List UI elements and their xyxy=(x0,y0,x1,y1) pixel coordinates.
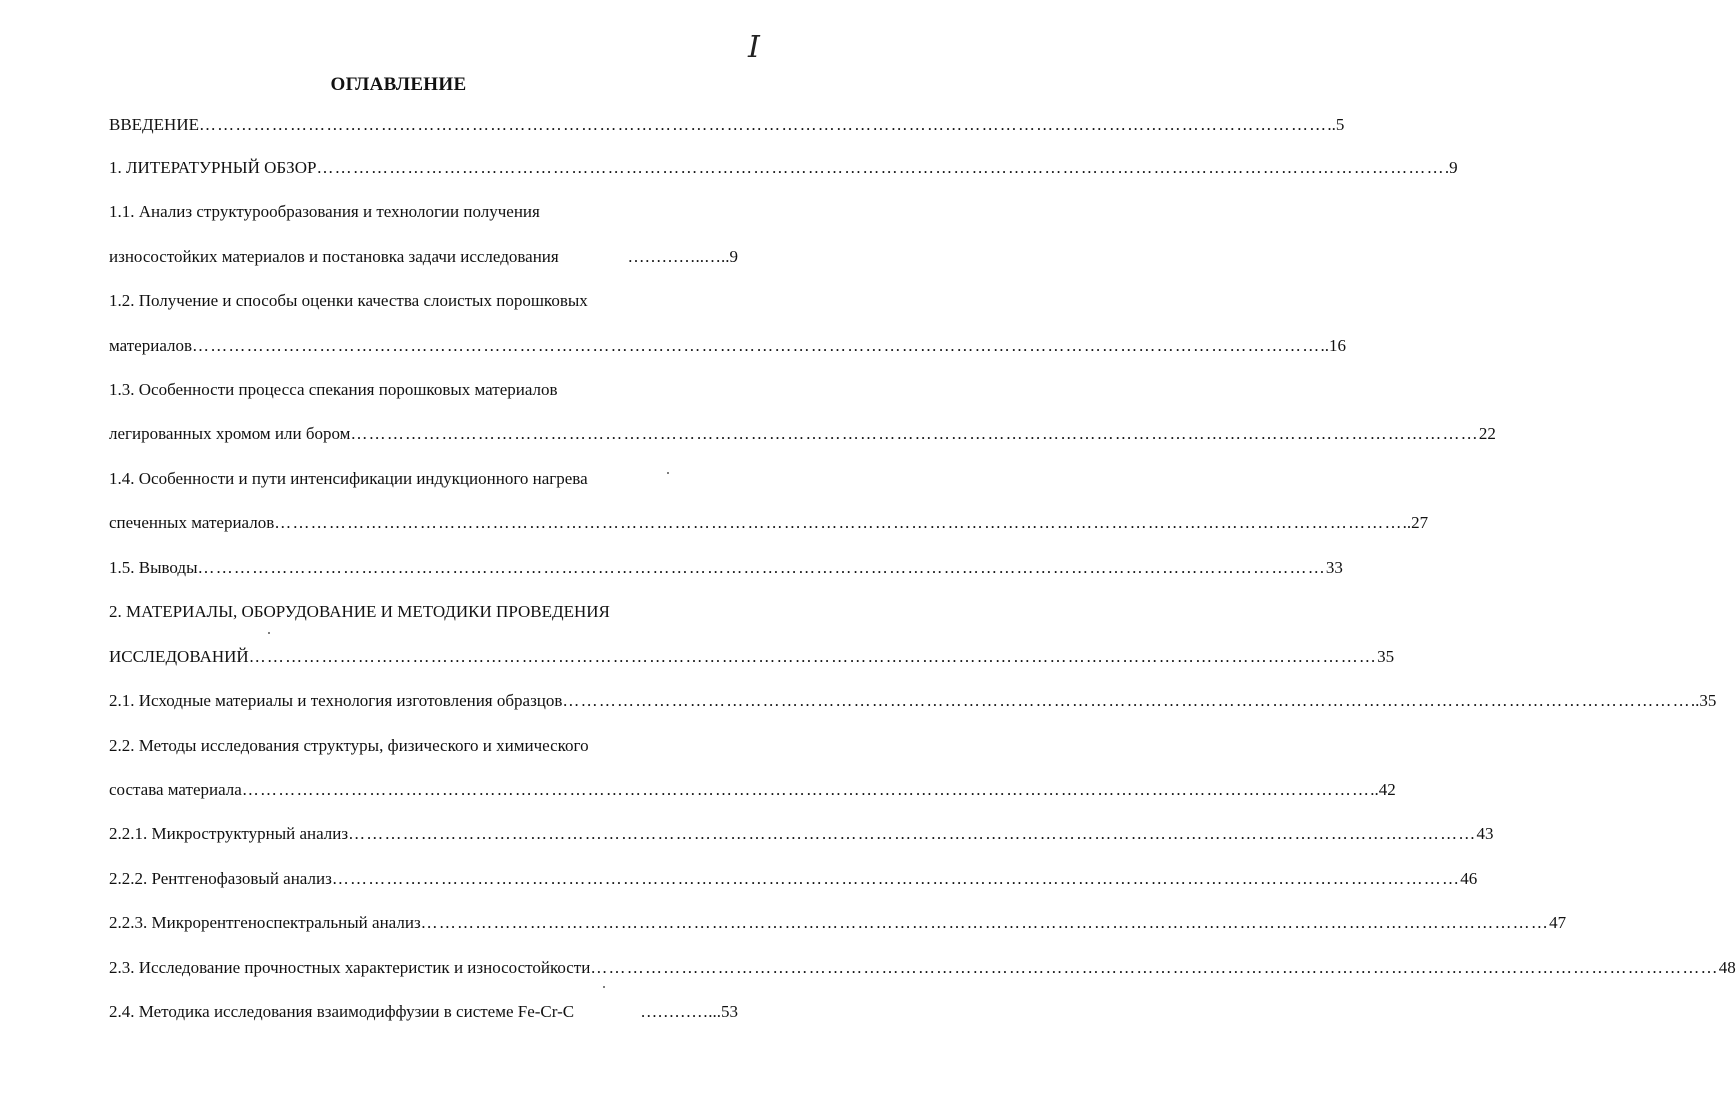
toc-leader-dots: …………………………………………………………………………………………………………………………………………………………………… xyxy=(590,958,1719,977)
toc-leader-dots: …………………………………………………………………………………………………………………………………………………………………… xyxy=(248,647,1378,666)
toc-leader-dots: …………………………………………………………………………………………………………………………………………………………………… xyxy=(192,336,1321,355)
toc-entry-text: 2.2.3. Микрорентгеноспектральный анализ xyxy=(109,910,421,936)
toc-entry-1-2-line2 xyxy=(109,333,1346,359)
toc-entry-2-2-line1 xyxy=(109,733,738,759)
toc-page-number: 43 xyxy=(1477,821,1494,847)
toc-page-number: .9 xyxy=(1445,155,1458,181)
toc-entry-text: легированных хромом или бором xyxy=(109,421,350,447)
toc-leader-dots: …………………………………………………………………………………………………………………………………………………………………… xyxy=(198,115,1328,134)
toc-page-number: ..42 xyxy=(1370,777,1396,803)
toc-leader-dots xyxy=(559,244,628,270)
toc-entry-text: 2.1. Исходные материалы и технология изготовления образцов xyxy=(109,688,562,714)
toc-page-number: …………..…..9 xyxy=(628,244,739,270)
toc-entry-2-2-2 xyxy=(109,866,1478,892)
toc-entry-text: 1.3. Особенности процесса спекания порошковых материалов xyxy=(109,380,558,399)
toc-entry-1-1-line2 xyxy=(109,244,738,270)
toc-entry-text: 1. ЛИТЕРАТУРНЫЙ ОБЗОР xyxy=(109,155,316,181)
toc-entry-text: состава материала xyxy=(109,777,242,803)
toc-page-number: ..16 xyxy=(1320,333,1346,359)
toc-leader-dots: …………………………………………………………………………………………………………………………………………………………………… xyxy=(350,424,1479,443)
toc-leader-dots: …………………………………………………………………………………………………………………………………………………………………… xyxy=(197,558,1326,577)
toc-entry-text: материалов xyxy=(109,333,192,359)
toc-entry-text: ВВЕДЕНИЕ xyxy=(109,112,199,138)
toc-leader-dots: …………………………………………………………………………………………………………………………………………………………………… xyxy=(348,824,1477,843)
toc-page-number: 46 xyxy=(1460,866,1477,892)
toc-leader-dots: …………………………………………………………………………………………………………………………………………………………………… xyxy=(331,869,1461,888)
toc-entry-text: спеченных материалов xyxy=(109,510,274,536)
toc-page-number: ..35 xyxy=(1691,688,1717,714)
toc-entry-2-2-3 xyxy=(109,910,1567,936)
toc-leader-dots xyxy=(574,999,640,1025)
page-title: ОГЛАВЛЕНИЕ xyxy=(330,74,467,95)
toc-entry-2-line1 xyxy=(109,599,738,625)
toc-leader-dots: …………………………………………………………………………………………………………………………………………………………………… xyxy=(241,780,1371,799)
toc-entry-1-4-line2 xyxy=(109,510,1429,536)
toc-entry-text: 2.2.2. Рентгенофазовый анализ xyxy=(109,866,332,892)
scan-speck xyxy=(268,632,270,634)
toc-entry-2-line2 xyxy=(109,644,1395,670)
toc-entry-2-2-line2 xyxy=(109,777,1396,803)
toc-entry-text: 2.2. Методы исследования структуры, физического и химического xyxy=(109,736,589,755)
toc-entry-2-3 xyxy=(109,955,1736,981)
toc-entry-2-1 xyxy=(109,688,1717,714)
toc-page-number: ..27 xyxy=(1403,510,1429,536)
toc-entry-text: 2.3. Исследование прочностных характеристик и износостойкости xyxy=(109,955,590,981)
toc-entry-text: 1.2. Получение и способы оценки качества слоистых порошковых xyxy=(109,291,588,310)
toc-leader-dots: …………………………………………………………………………………………………………………………………………………………………… xyxy=(562,691,1691,710)
toc-entry-introduction xyxy=(109,112,1345,138)
toc-entry-1-1-line1 xyxy=(109,199,738,225)
toc-entry-text: 1.5. Выводы xyxy=(109,555,198,581)
toc-entry-text: 2.2.1. Микроструктурный анализ xyxy=(109,821,348,847)
toc-entry-2-4 xyxy=(109,999,738,1025)
scan-speck xyxy=(667,472,669,474)
toc-entry-1-3-line2 xyxy=(109,421,1496,447)
toc-entry-text: ИССЛЕДОВАНИЙ xyxy=(109,644,249,670)
scan-speck xyxy=(603,986,605,988)
toc-entry-text: 1.4. Особенности и пути интенсификации индукционного нагрева xyxy=(109,469,588,488)
toc-page-number: 48 xyxy=(1719,955,1736,981)
toc-page-number: 22 xyxy=(1479,421,1496,447)
toc-leader-dots: …………………………………………………………………………………………………………………………………………………………………… xyxy=(420,913,1550,932)
toc-leader-dots: …………………………………………………………………………………………………………………………………………………………………… xyxy=(274,513,1403,532)
toc-entry-text: 2.4. Методика исследования взаимодиффузии в системе Fe-Cr-C xyxy=(109,999,574,1025)
toc-entry-text: 1.1. Анализ структурообразования и технологии получения xyxy=(109,202,540,221)
toc-page-number: …………...53 xyxy=(640,999,738,1025)
toc-entry-1-5 xyxy=(109,555,1343,581)
toc-page-number: ..5 xyxy=(1327,112,1344,138)
toc-leader-dots: …………………………………………………………………………………………………………………………………………………………………… xyxy=(316,158,1445,177)
toc-page-number: 47 xyxy=(1549,910,1566,936)
toc-entry-text: 2. МАТЕРИАЛЫ, ОБОРУДОВАНИЕ И МЕТОДИКИ ПРОВЕДЕНИЯ xyxy=(109,602,610,621)
toc-entry-1-2-line1 xyxy=(109,288,738,314)
toc-entry-1 xyxy=(109,155,1458,181)
toc-entry-2-2-1 xyxy=(109,821,1494,847)
toc-page-number: 33 xyxy=(1326,555,1343,581)
toc-entry-1-3-line1 xyxy=(109,377,738,403)
page-number-mark: I xyxy=(748,30,760,65)
toc-entry-1-4-line1 xyxy=(109,466,738,492)
toc-page-number: 35 xyxy=(1377,644,1394,670)
toc-entry-text: износостойких материалов и постановка задачи исследования xyxy=(109,244,559,270)
